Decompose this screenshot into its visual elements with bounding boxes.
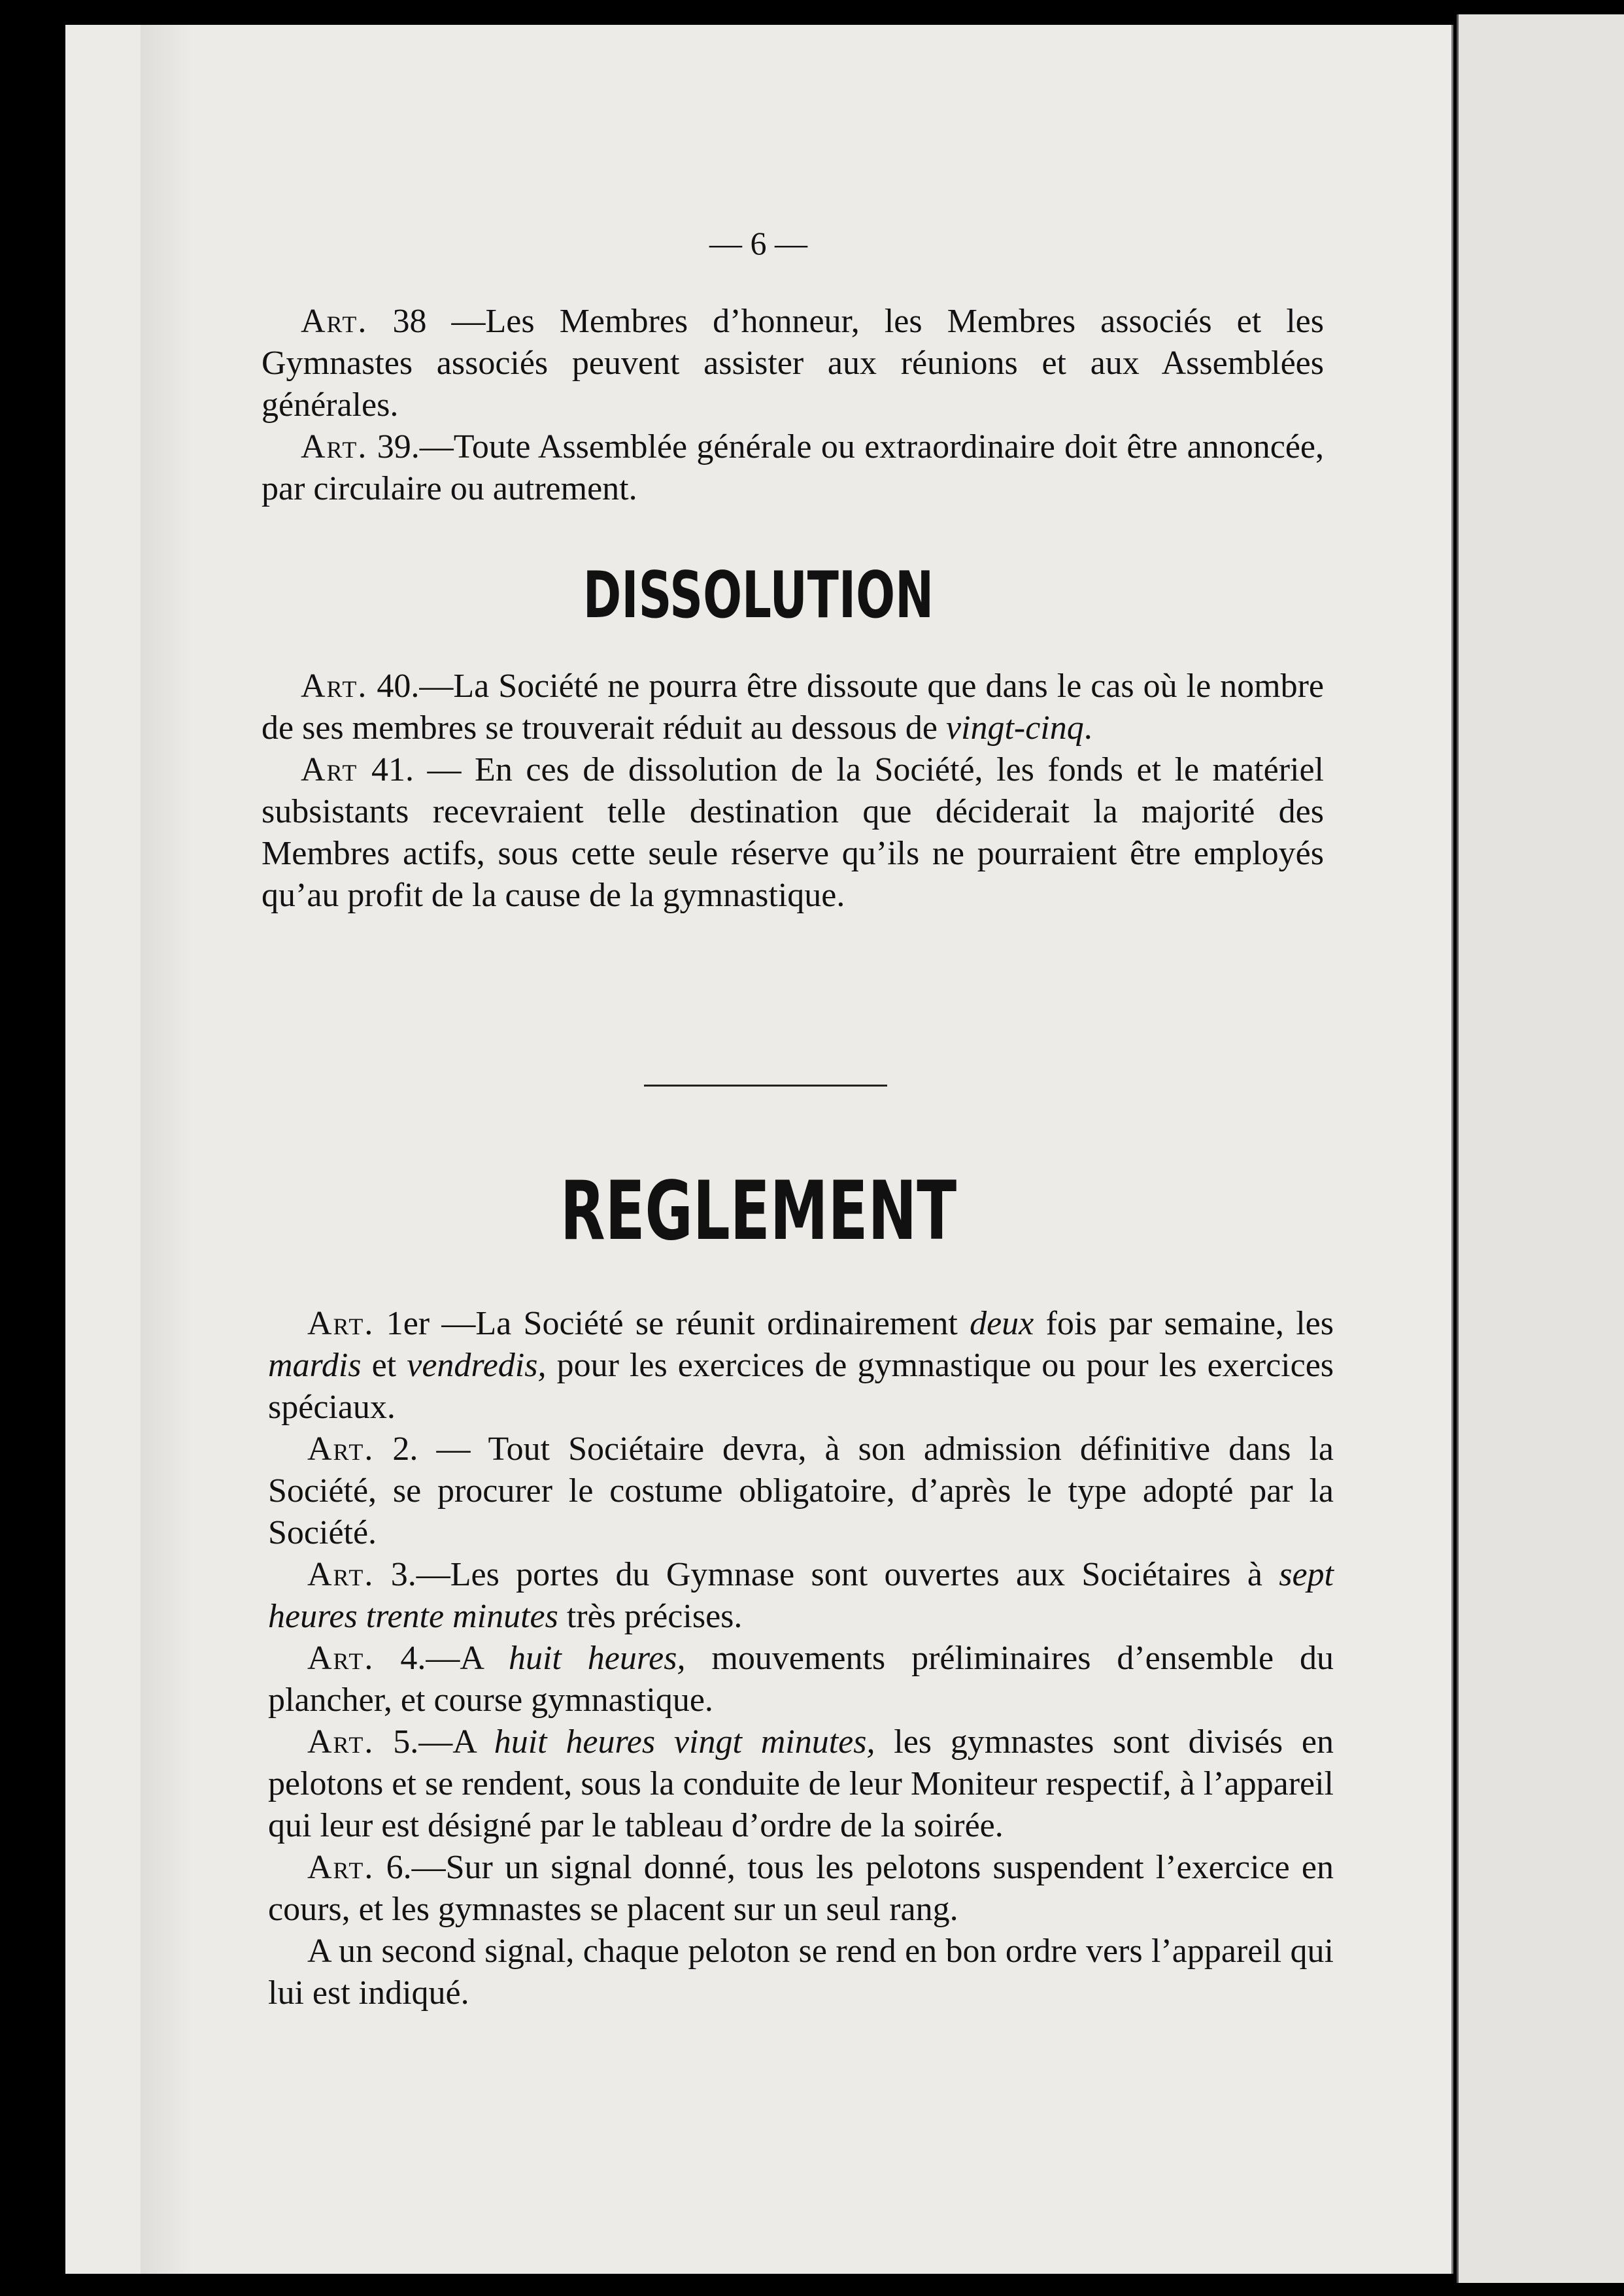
article-text: 1er —La Société se réunit ordinairement — [374, 1305, 970, 1342]
reglement-article-1 — [268, 1303, 1334, 1428]
article-text: 6.—Sur un signal donné, tous les pelotons suspendent l’exercice en cours, et les gymnastes se placent sur un seul rang. — [268, 1849, 1334, 1928]
general-assembly-articles — [262, 301, 1324, 510]
article-text: fois par semaine, les — [1034, 1305, 1334, 1342]
article-40 — [262, 666, 1324, 749]
reglement-article-4 — [268, 1638, 1334, 1721]
reglement-closing-paragraph: A un second signal, chaque peloton se rend en bon ordre vers l’appareil qui lui est indiqué. — [268, 1933, 1334, 2012]
article-label: Art. — [307, 1430, 375, 1468]
facing-page-edge — [1457, 14, 1624, 2283]
article-38 — [262, 301, 1324, 426]
article-text: pour les exercices de gymnastique ou pour les exercices spéciaux. — [268, 1347, 1334, 1426]
article-text: 5.—A — [374, 1723, 494, 1761]
article-label: Art. — [307, 1849, 375, 1886]
article-text-end: . — [1083, 709, 1092, 747]
article-label: Art. — [307, 1305, 375, 1342]
reglement-article-3 — [268, 1554, 1334, 1638]
article-label: Art — [301, 751, 358, 788]
reglement-article-6 — [268, 1847, 1334, 1931]
page-number: — 6 — — [709, 225, 807, 262]
section-divider — [644, 1085, 887, 1087]
article-text: les gymnastes sont divisés en pelotons et se rendent, sous la conduite de leur Moniteur respectif, à l’appareil qui leur est désigné par le tableau d’ordre de la soirée. — [268, 1723, 1334, 1844]
article-label: Art. — [301, 428, 368, 465]
article-emphasis: sept heures trente minutes — [268, 1556, 1334, 1635]
reglement-heading: REGLEMENT — [560, 1164, 957, 1258]
article-label: Art. — [307, 1640, 375, 1677]
article-text: 3.—Les portes du Gymnase sont ouvertes aux Sociétaires à — [374, 1556, 1279, 1593]
article-label: Art. — [301, 303, 368, 340]
article-emphasis: huit heures, — [508, 1640, 686, 1677]
article-41 — [262, 749, 1324, 917]
article-emphasis: deux — [970, 1305, 1034, 1342]
article-label: Art. — [307, 1723, 375, 1761]
article-emphasis: vingt-cinq — [945, 709, 1084, 747]
article-text: 39.—Toute Assemblée générale ou extraordinaire doit être annoncée, par circulaire ou autrement. — [262, 428, 1324, 507]
article-text: 40.—La Société ne pourra être dissoute que dans le cas où le nombre de ses membres se trouverait réduit au dessous de — [262, 667, 1324, 747]
dissolution-heading: DISSOLUTION — [583, 558, 934, 633]
article-emphasis: huit heures vingt minutes, — [494, 1723, 875, 1761]
article-text: 41. — En ces de dissolution de la Société, les fonds et le matériel subsistants recevraient telle destination que déciderait la majorité des Membres actifs, sous cette seule réserve qu’ils ne pourraient être employés qu’au profit de la cause de la gymnastique. — [262, 751, 1324, 914]
article-text: très précises. — [558, 1598, 743, 1635]
reglement-article-2 — [268, 1428, 1334, 1554]
document-page — [65, 25, 1453, 2274]
reglement-article-5 — [268, 1721, 1334, 1847]
article-label: Art. — [301, 667, 368, 705]
article-text: mouvements préliminaires d’ensemble du plancher, et course gymnastique. — [268, 1640, 1334, 1719]
article-label: Art. — [307, 1556, 375, 1593]
article-text: et — [361, 1347, 407, 1384]
article-text: 38 —Les Membres d’honneur, les Membres associés et les Gymnastes associés peuvent assister aux réunions et aux Assemblées générales. — [262, 303, 1324, 424]
dissolution-articles — [262, 666, 1324, 917]
page-shadow — [141, 25, 193, 2274]
article-emphasis: mardis — [268, 1347, 362, 1384]
article-39 — [262, 426, 1324, 510]
reglement-articles — [268, 1303, 1334, 2014]
article-text: 4.—A — [374, 1640, 509, 1677]
article-emphasis: vendredis, — [407, 1347, 547, 1384]
article-text: 2. — Tout Sociétaire devra, à son admission définitive dans la Société, se procurer le costume obligatoire, d’après le type adopté par la Société. — [268, 1430, 1334, 1551]
